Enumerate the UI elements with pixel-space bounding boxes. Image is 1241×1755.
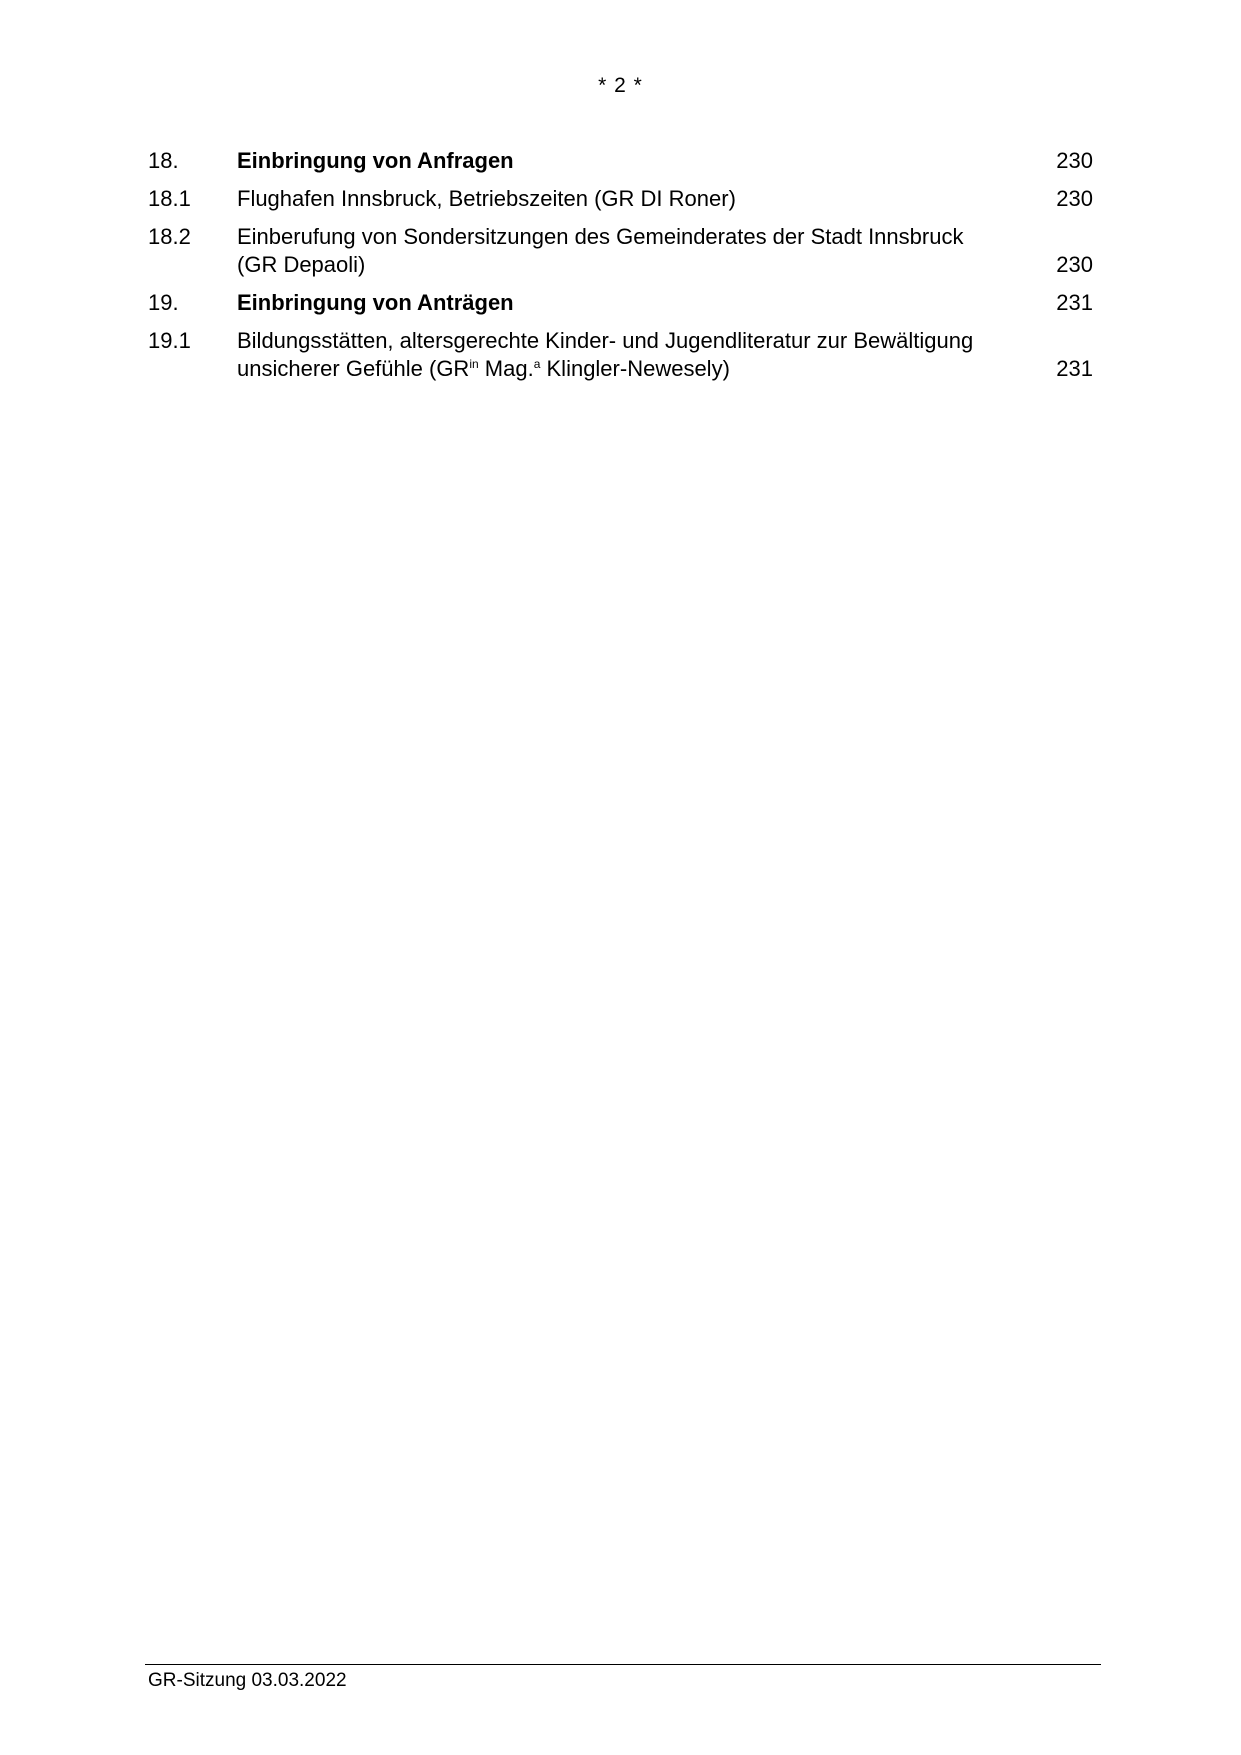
toc-entry-number: 19.1 bbox=[148, 328, 191, 353]
toc-entry-19-1 bbox=[148, 327, 1093, 383]
toc-entry-page: 230 bbox=[1056, 186, 1093, 211]
page-number: * 2 * bbox=[598, 74, 643, 97]
toc-entry-18-2 bbox=[148, 223, 1093, 279]
toc-entry-number: 18.1 bbox=[148, 186, 191, 211]
title-text: Mag. bbox=[478, 356, 534, 381]
footer-text: GR-Sitzung 03.03.2022 bbox=[148, 1670, 347, 1691]
toc-entry-title bbox=[237, 223, 1007, 279]
footer-divider bbox=[145, 1664, 1101, 1665]
title-text: unsicherer Gefühle (GR bbox=[237, 356, 470, 381]
toc-entry-title-line bbox=[237, 355, 1007, 383]
toc-entry-title bbox=[237, 289, 1007, 317]
toc-entry-number: 19. bbox=[148, 290, 179, 315]
toc-entry-title-line: Bildungsstätten, altersgerechte Kinder- und Jugendliteratur zur Bewältigung bbox=[237, 328, 974, 353]
toc-entry-title-line: Einbringung von Anfragen bbox=[237, 148, 514, 173]
toc-entry-title-line: (GR Depaoli) bbox=[237, 252, 366, 277]
toc-entry-title-line: Flughafen Innsbruck, Betriebszeiten (GR DI Roner) bbox=[237, 186, 736, 211]
toc-entry-18 bbox=[148, 147, 1093, 175]
toc-entry-number: 18. bbox=[148, 148, 179, 173]
table-of-contents bbox=[148, 147, 1093, 393]
superscript: in bbox=[469, 357, 479, 371]
toc-entry-18-1 bbox=[148, 185, 1093, 213]
toc-entry-page: 230 bbox=[1056, 148, 1093, 173]
superscript: a bbox=[533, 357, 541, 371]
toc-entry-page: 231 bbox=[1056, 290, 1093, 315]
toc-entry-number: 18.2 bbox=[148, 224, 191, 249]
toc-entry-title bbox=[237, 147, 1007, 175]
toc-entry-title bbox=[237, 327, 1007, 383]
toc-entry-title-line: Einbringung von Anträgen bbox=[237, 290, 514, 315]
toc-entry-page: 230 bbox=[1056, 252, 1093, 277]
toc-entry-title bbox=[237, 185, 1007, 213]
toc-entry-title-line: Einberufung von Sondersitzungen des Gemeinderates der Stadt Innsbruck bbox=[237, 224, 964, 249]
toc-entry-page: 231 bbox=[1056, 356, 1093, 381]
title-text: Klingler-Newesely) bbox=[540, 356, 730, 381]
toc-entry-19 bbox=[148, 289, 1093, 317]
